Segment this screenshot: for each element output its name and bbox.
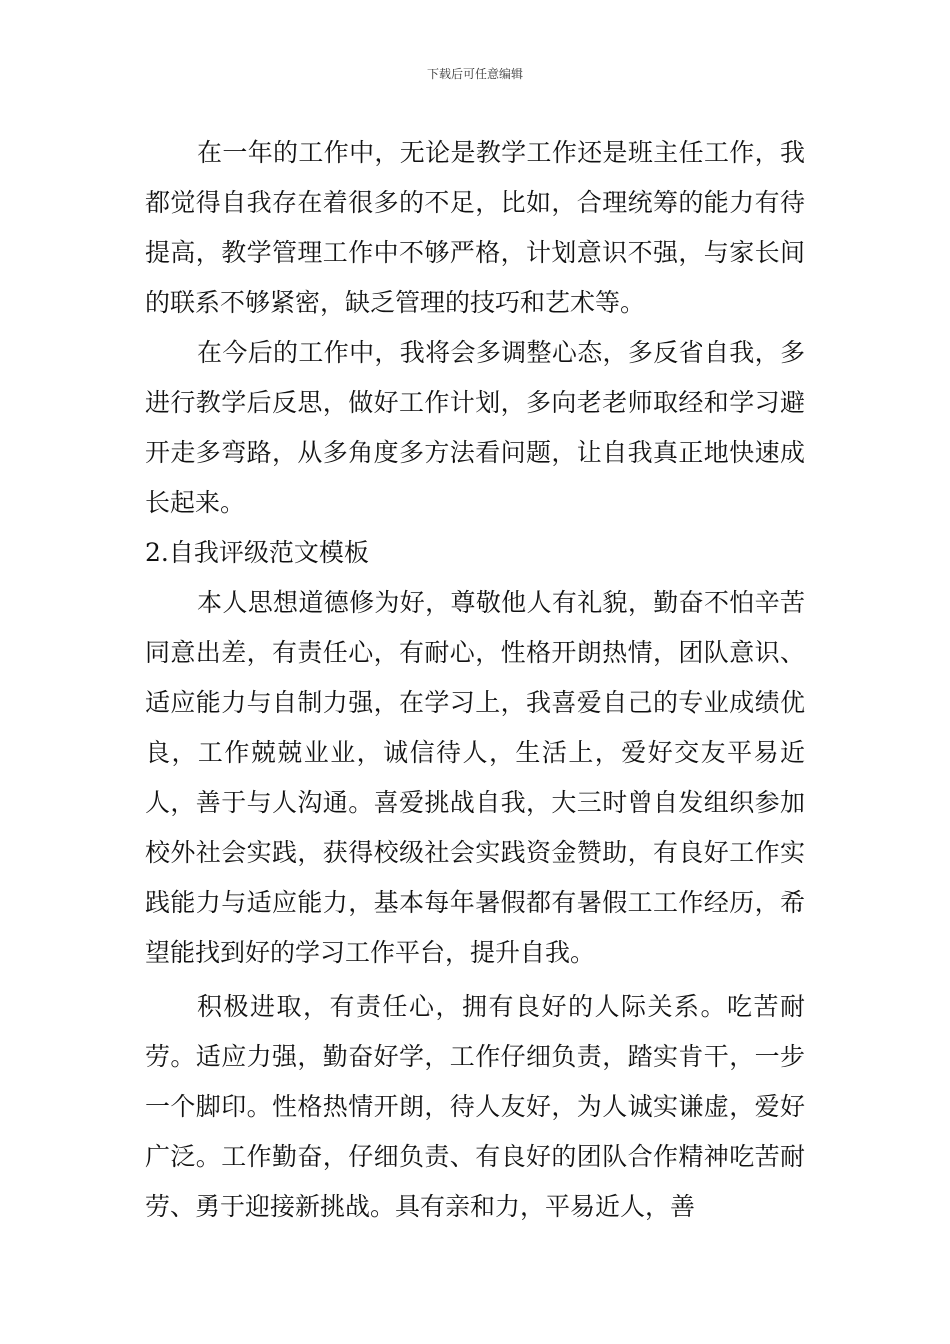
paragraph-future-plans: 在今后的工作中，我将会多调整心态，多反省自我，多进行教学后反思，做好工作计划，多向老老师取经和学习避开走多弯路，从多角度多方法看问题，让自我真正地快速成长起来。 xyxy=(145,338,805,517)
page-header: 下载后可任意编辑 xyxy=(426,67,523,81)
paragraph-personal-traits: 积极进取，有责任心，拥有良好的人际关系。吃苦耐劳。适应力强，勤奋好学，工作仔细负责，踏实肯干，一步一个脚印。性格热情开朗，待人友好，为人诚实谦虚，爱好广泛。工作勤奋，仔细负责、有良好的团队合作精神吃苦耐劳、勇于迎接新挑战。具有亲和力，平易近人，善 xyxy=(145,992,805,1221)
section-heading: 2.自我评级范文模板 xyxy=(145,538,369,567)
paragraph-self-evaluation: 本人思想道德修为好，尊敬他人有礼貌，勤奋不怕辛苦同意出差，有责任心，有耐心，性格开朗热情，团队意识、适应能力与自制力强，在学习上，我喜爱自己的专业成绩优良，工作兢兢业业，诚信待人，生活上，爱好交友平易近人，善于与人沟通。喜爱挑战自我，大三时曾自发组织参加校外社会实践，获得校级社会实践资金赞助，有良好工作实践能力与适应能力，基本每年暑假都有暑假工工作经历，希望能找到好的学习工作平台，提升自我。 xyxy=(145,588,805,967)
document-body xyxy=(145,128,805,1232)
paragraph-work-shortcomings: 在一年的工作中，无论是教学工作还是班主任工作，我都觉得自我存在着很多的不足，比如，合理统筹的能力有待提高，教学管理工作中不够严格，计划意识不强，与家长间的联系不够紧密，缺乏管理的技巧和艺术等。 xyxy=(145,138,805,317)
